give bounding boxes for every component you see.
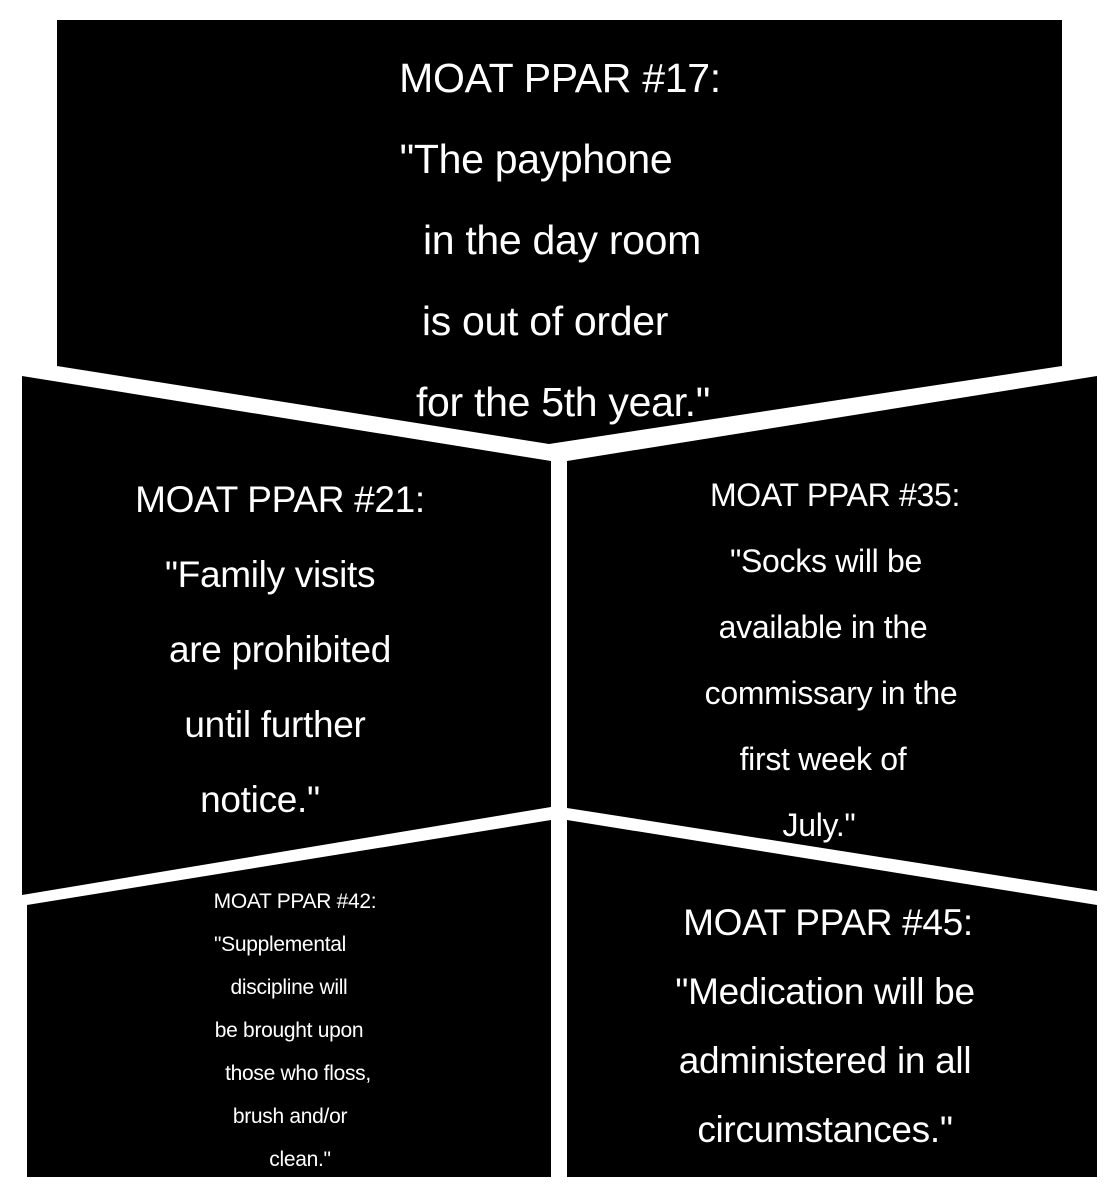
panel-line: discipline will bbox=[230, 976, 348, 999]
panel-line: available in the bbox=[718, 609, 928, 645]
panel-line: clean." bbox=[269, 1148, 331, 1171]
panel-line: circumstances." bbox=[697, 1109, 953, 1150]
panel-line: July." bbox=[782, 807, 856, 843]
panel-line: "Medication will be bbox=[675, 971, 975, 1012]
panel-line: "Family visits bbox=[164, 554, 376, 595]
panel-line: notice." bbox=[200, 779, 320, 820]
panel-line: brush and/or bbox=[232, 1105, 348, 1128]
panel-line: commissary in the bbox=[704, 675, 958, 711]
panel-line: "The payphone bbox=[399, 136, 673, 182]
panel-ppar-35 bbox=[660, 462, 1010, 858]
panel-line: be brought upon bbox=[214, 1019, 364, 1042]
panel-line: first week of bbox=[739, 741, 907, 777]
panel-line: is out of order bbox=[421, 298, 669, 344]
panel-heading: MOAT PPAR #21: bbox=[135, 479, 425, 520]
panel-line: in the day room bbox=[422, 217, 702, 263]
panel-line: "Socks will be bbox=[729, 543, 923, 579]
panel-line: for the 5th year." bbox=[415, 379, 711, 425]
panel-ppar-45 bbox=[640, 888, 1010, 1164]
panel-heading: MOAT PPAR #45: bbox=[683, 902, 973, 943]
panel-line: those who floss, bbox=[225, 1062, 371, 1085]
panel-ppar-42 bbox=[190, 880, 400, 1181]
panel-line: "Supplemental bbox=[214, 933, 346, 956]
panel-line: administered in all bbox=[678, 1040, 972, 1081]
panel-heading: MOAT PPAR #35: bbox=[709, 477, 961, 513]
panel-line: are prohibited bbox=[168, 629, 392, 670]
panel-line: until further bbox=[184, 704, 366, 745]
panel-ppar-21 bbox=[100, 462, 460, 837]
panel-heading: MOAT PPAR #17: bbox=[399, 55, 721, 101]
panel-heading: MOAT PPAR #42: bbox=[213, 890, 377, 913]
panel-ppar-17 bbox=[360, 38, 760, 443]
